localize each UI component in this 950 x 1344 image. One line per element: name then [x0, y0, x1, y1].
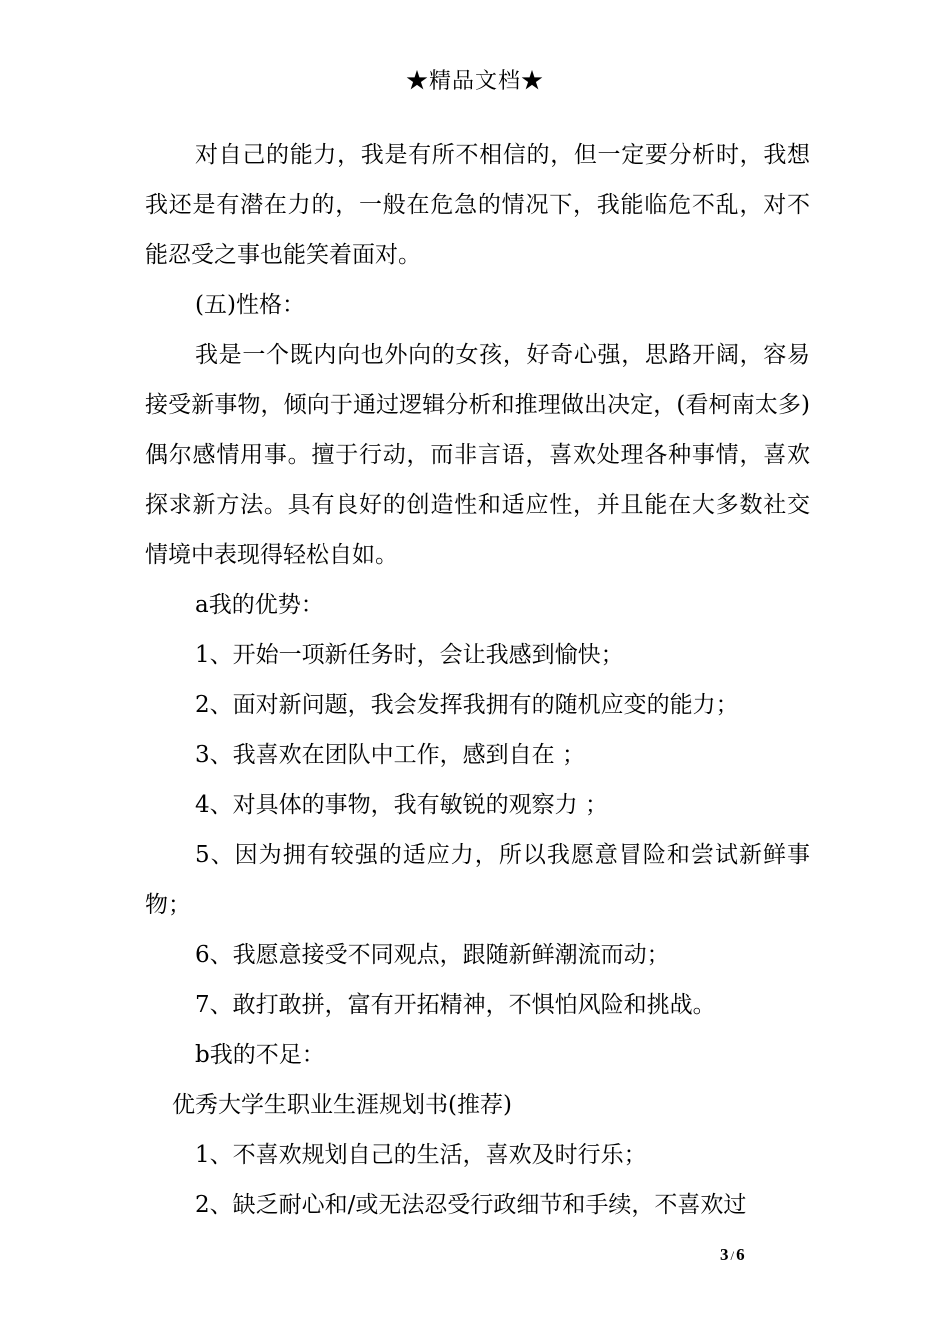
list-item-strength-5: 5、因为拥有较强的适应力，所以我愿意冒险和尝试新鲜事物；	[145, 842, 810, 918]
section-heading-personality: (五)性格：	[195, 292, 305, 318]
list-item-weakness-1: 1、不喜欢规划自己的生活，喜欢及时行乐；	[195, 1142, 647, 1168]
subheading-strengths: a我的优势：	[195, 592, 324, 618]
subheading-weaknesses: b我的不足：	[195, 1042, 325, 1068]
total-page-count: 6	[736, 1245, 745, 1264]
page-header	[0, 66, 950, 98]
paragraph-personality: 我是一个既内向也外向的女孩，好奇心强，思路开阔，容易接受新事物，倾向于通过逻辑分析和推理做出决定，(看柯南太多)偶尔感情用事。擅于行动，而非言语，喜欢处理各种事情，喜欢探求新方法。具有良好的创造性和适应性，并且能在大多数社交情境中表现得轻松自如。	[145, 342, 810, 568]
list-item-strength-4: 4、对具体的事物，我有敏锐的观察力 ；	[195, 792, 608, 818]
list-item-strength-3: 3、我喜欢在团队中工作，感到自在 ；	[195, 742, 585, 768]
header-title: ★精品文档★	[405, 69, 544, 94]
document-body	[145, 130, 810, 1230]
page-number	[720, 1243, 800, 1268]
list-item-strength-2: 2、面对新问题，我会发挥我拥有的随机应变的能力；	[195, 692, 739, 718]
list-item-strength-1: 1、开始一项新任务时，会让我感到愉快；	[195, 642, 624, 668]
list-item-strength-7: 7、敢打敢拼，富有开拓精神，不惧怕风险和挑战。	[195, 992, 716, 1018]
page-separator: /	[730, 1248, 735, 1263]
document-title-line: 优秀大学生职业生涯规划书(推荐)	[172, 1092, 512, 1118]
list-item-strength-6: 6、我愿意接受不同观点，跟随新鲜潮流而动；	[195, 942, 670, 968]
current-page-number: 3	[720, 1245, 729, 1264]
list-item-weakness-2: 2、缺乏耐心和/或无法忍受行政细节和手续，不喜欢过	[195, 1192, 747, 1218]
paragraph-ability: 对自己的能力，我是有所不相信的，但一定要分析时，我想我还是有潜在力的，一般在危急的情况下，我能临危不乱，对不能忍受之事也能笑着面对。	[145, 142, 810, 268]
